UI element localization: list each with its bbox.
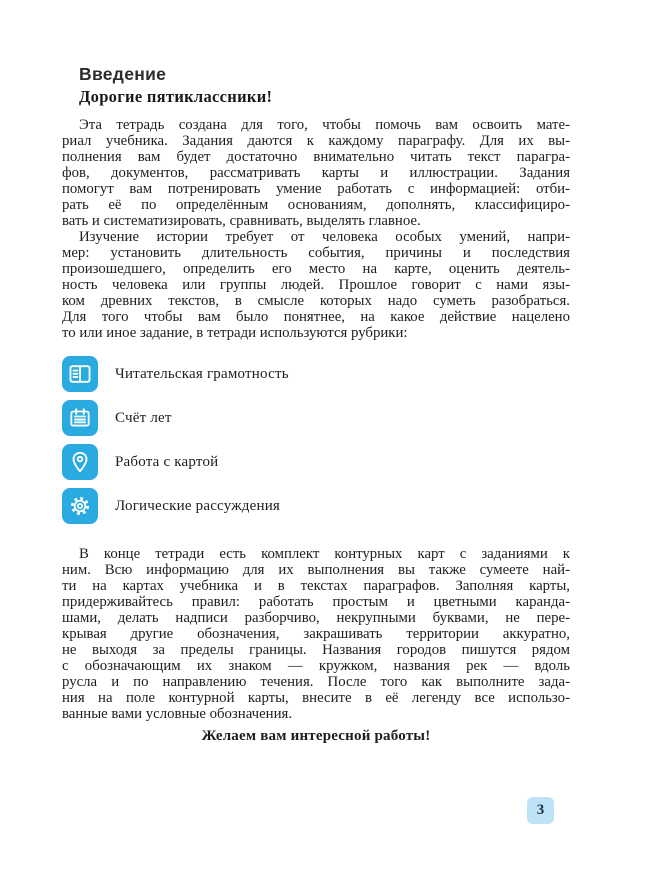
paragraph-line: Для того чтобы вам было понятнее, на какое действие нацелено bbox=[62, 309, 570, 325]
paragraph-line: ния на поле контурной карты, внесите в её легенду все использо- bbox=[62, 690, 570, 706]
paragraph-line: не выходя за пределы границы. Названия городов пишутся рядом bbox=[62, 642, 570, 658]
page-number-badge bbox=[527, 797, 554, 824]
paragraph-line: мер: установить длительность события, причины и последствия bbox=[62, 245, 570, 261]
rubric-item bbox=[62, 400, 570, 436]
paragraph-line: произошедшего, определить его место на карте, оценить деятель- bbox=[62, 261, 570, 277]
paragraph-line: ти на картах учебника и в текстах параграфов. Заполняя карты, bbox=[62, 578, 570, 594]
gear-icon bbox=[62, 488, 98, 524]
paragraph-line: В конце тетради есть комплект контурных карт с заданиями к bbox=[79, 546, 570, 562]
rubric-list bbox=[62, 356, 570, 524]
paragraph-line: ком древних текстов, в смысле которых надо суметь разобраться. bbox=[62, 293, 570, 309]
notepad-icon bbox=[62, 400, 98, 436]
rubric-item bbox=[62, 444, 570, 480]
map-pin-icon bbox=[62, 444, 98, 480]
contour-maps-paragraph bbox=[62, 546, 570, 722]
paragraph-line: Изучение истории требует от человека особых умений, напри- bbox=[79, 229, 570, 245]
page-title: Введение bbox=[79, 64, 167, 84]
intro-paragraph bbox=[62, 117, 570, 229]
paragraph-line: с обозначающим их знаком — кружком, названия рек — вдоль bbox=[62, 658, 570, 674]
open-book-icon bbox=[62, 356, 98, 392]
paragraph-line: ность человека или группы людей. Прошлое говорит с нами язы- bbox=[62, 277, 570, 293]
paragraph-line: ним. Всю информацию для их выполнения вы также сумеете най- bbox=[62, 562, 570, 578]
paragraph-line: вать и систематизировать, сравнивать, выделять главное. bbox=[62, 213, 421, 229]
paragraph-line: ванные вами условные обозначения. bbox=[62, 706, 293, 722]
greeting-heading: Дорогие пятиклассники! bbox=[79, 87, 273, 106]
rubric-label: Работа с картой bbox=[115, 453, 219, 470]
page-number: 3 bbox=[536, 802, 545, 818]
paragraph-line: шами, делать надписи разборчиво, некрупными буквами, не пере- bbox=[62, 610, 570, 626]
paragraph-line: то или иное задание, в тетради используются рубрики: bbox=[62, 325, 408, 341]
paragraph-line: помогут вам потренировать умение работать с информацией: отби- bbox=[62, 181, 570, 197]
rubric-label: Логические рассуждения bbox=[115, 497, 281, 514]
paragraph-line: полнения вам будет достаточно внимательно читать текст парагра- bbox=[62, 149, 570, 165]
textbook-page bbox=[62, 64, 570, 745]
rubric-label: Читательская грамотность bbox=[115, 365, 289, 382]
rubric-item bbox=[62, 488, 570, 524]
closing-wish: Желаем вам интересной работы! bbox=[201, 728, 431, 744]
rubric-item bbox=[62, 356, 570, 392]
rubric-label: Счёт лет bbox=[115, 409, 172, 426]
paragraph-line: риал учебника. Задания даются к каждому параграфу. Для их вы- bbox=[62, 133, 570, 149]
paragraph-line: придерживайтесь правил: работать простым и цветными каранда- bbox=[62, 594, 570, 610]
skills-paragraph bbox=[62, 229, 570, 341]
paragraph-line: фов, документов, рассматривать карты и иллюстрации. Задания bbox=[62, 165, 570, 181]
paragraph-line: Эта тетрадь создана для того, чтобы помочь вам освоить мате- bbox=[79, 117, 570, 133]
paragraph-line: крывая другие обозначения, закрашивать территории аккуратно, bbox=[62, 626, 570, 642]
paragraph-line: русла и по направлению течения. После того как выполните зада- bbox=[62, 674, 570, 690]
paragraph-line: рать её по определённым основаниям, дополнять, классифициро- bbox=[62, 197, 570, 213]
